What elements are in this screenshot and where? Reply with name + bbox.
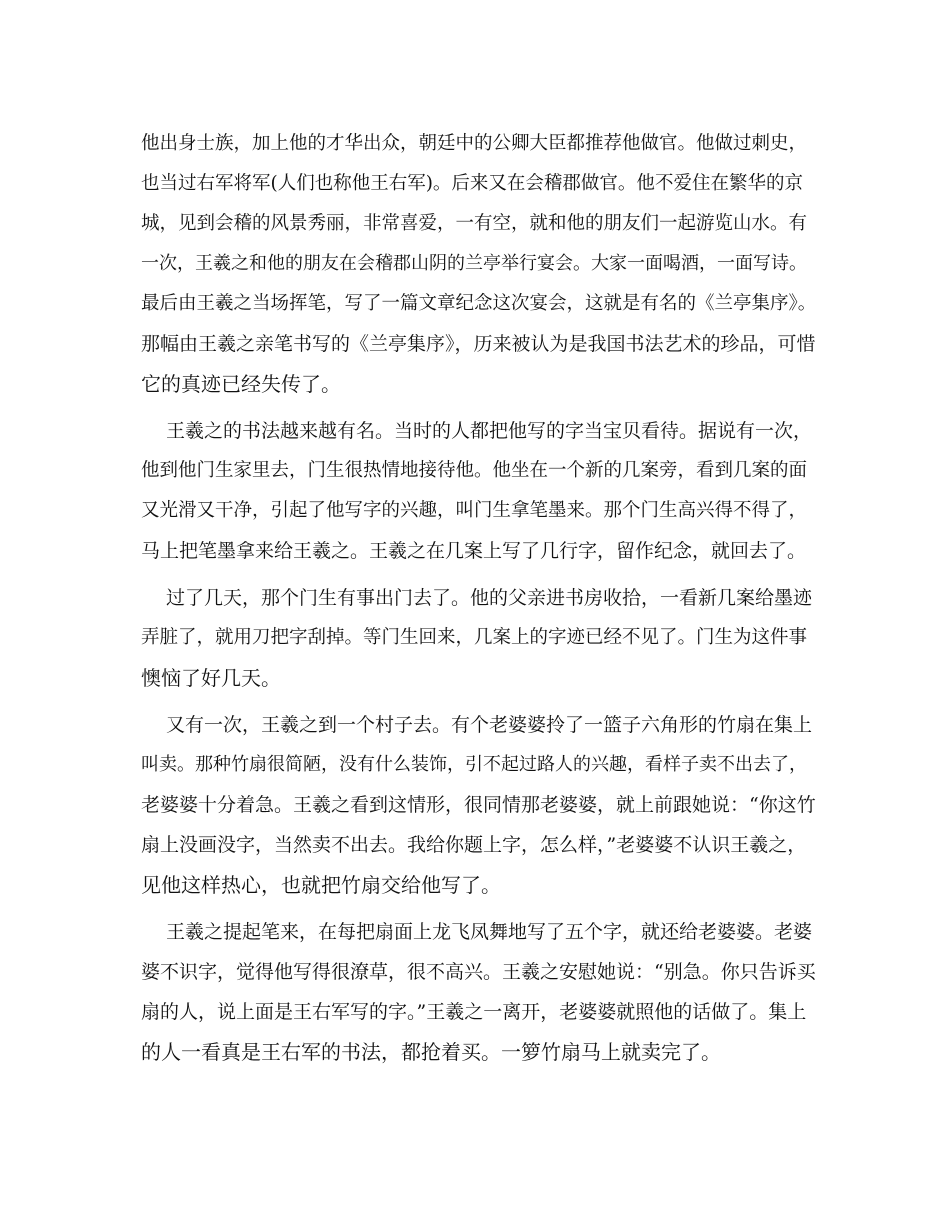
paragraph-1-line-2: 也当过右军将军(人们也称他王右军)。后来又在会稽郡做官。他不爱住在繁华的京 (141, 173, 803, 194)
paragraph-3-line-3: 懊恼了好几天。 (141, 666, 281, 690)
paragraph-4-line-1: 又有一次，王羲之到一个村子去。有个老婆婆拎了一篮子六角形的竹扇在集上 (166, 714, 813, 736)
paragraph-2-line-3: 又光滑又干净，引起了他写字的兴趣，叫门生拿笔墨来。那个门生高兴得不得了， (141, 500, 808, 521)
paragraph-1-line-3: 城，见到会稽的风景秀丽，非常喜爱，一有空，就和他的朋友们一起游览山水。有 (141, 213, 808, 234)
paragraph-4-line-4: 扇上没画没字，当然卖不出去。我给你题上字，怎么样，”老婆婆不认识王羲之， (141, 834, 807, 856)
paragraph-4-line-3: 老婆婆十分着急。王羲之看到这情形，很同情那老婆婆，就上前跟她说：“你这竹 (141, 794, 816, 816)
paragraph-2-line-1: 王羲之的书法越来越有名。当时的人都把他写的字当宝贝看待。据说有一次， (166, 420, 813, 442)
paragraph-2-line-2: 他到他门生家里去，门生很热情地接待他。他坐在一个新的几案旁，看到几案的面 (141, 460, 808, 481)
paragraph-5-line-2: 婆不识字，觉得他写得很潦草，很不高兴。王羲之安慰她说：“别急。你只告诉买 (141, 961, 816, 983)
paragraph-5-line-4: 的人一看真是王右军的书法，都抢着买。一箩竹扇马上就卖完了。 (141, 1040, 721, 1064)
paragraph-3-line-2: 弄脏了，就用刀把字刮掉。等门生回来，几案上的字迹已经不见了。门生为这件事 (141, 627, 808, 648)
paragraph-2-line-4: 马上把笔墨拿来给王羲之。王羲之在几案上写了几行字，留作纪念，就回去了。 (141, 540, 807, 562)
paragraph-1-line-4: 一次，王羲之和他的朋友在会稽郡山阴的兰亭举行宴会。大家一面喝酒，一面写诗。 (141, 253, 807, 274)
paragraph-4-line-5: 见他这样热心，也就把竹扇交给他写了。 (141, 873, 501, 897)
paragraph-5-line-3: 扇的人，说上面是王右军写的字。”王羲之一离开，老婆婆就照他的话做了。集上 (141, 1001, 807, 1023)
paragraph-5-line-1: 王羲之提起笔来，在每把扇面上龙飞凤舞地写了五个字，就还给老婆婆。老婆 (166, 921, 813, 943)
paragraph-1-line-5: 最后由王羲之当场挥笔，写了一篇文章纪念这次宴会，这就是有名的《兰亭集序》。 (141, 293, 817, 314)
paragraph-1-line-6: 那幅由王羲之亲笔书写的《兰亭集序》，历来被认为是我国书法艺术的珍品，可惜 (141, 333, 816, 355)
paragraph-1-line-1: 他出身士族，加上他的才华出众，朝廷中的公卿大臣都推荐他做官。他做过刺史， (141, 133, 808, 154)
paragraph-1-line-7: 它的真迹已经失传了。 (141, 372, 341, 396)
paragraph-3-line-1: 过了几天，那个门生有事出门去了。他的父亲进书房收拾，一看新几案给墨迹 (166, 587, 813, 609)
paragraph-4-line-2: 叫卖。那种竹扇很简陋，没有什么装饰，引不起过路人的兴趣，看样子卖不出去了， (141, 754, 807, 775)
